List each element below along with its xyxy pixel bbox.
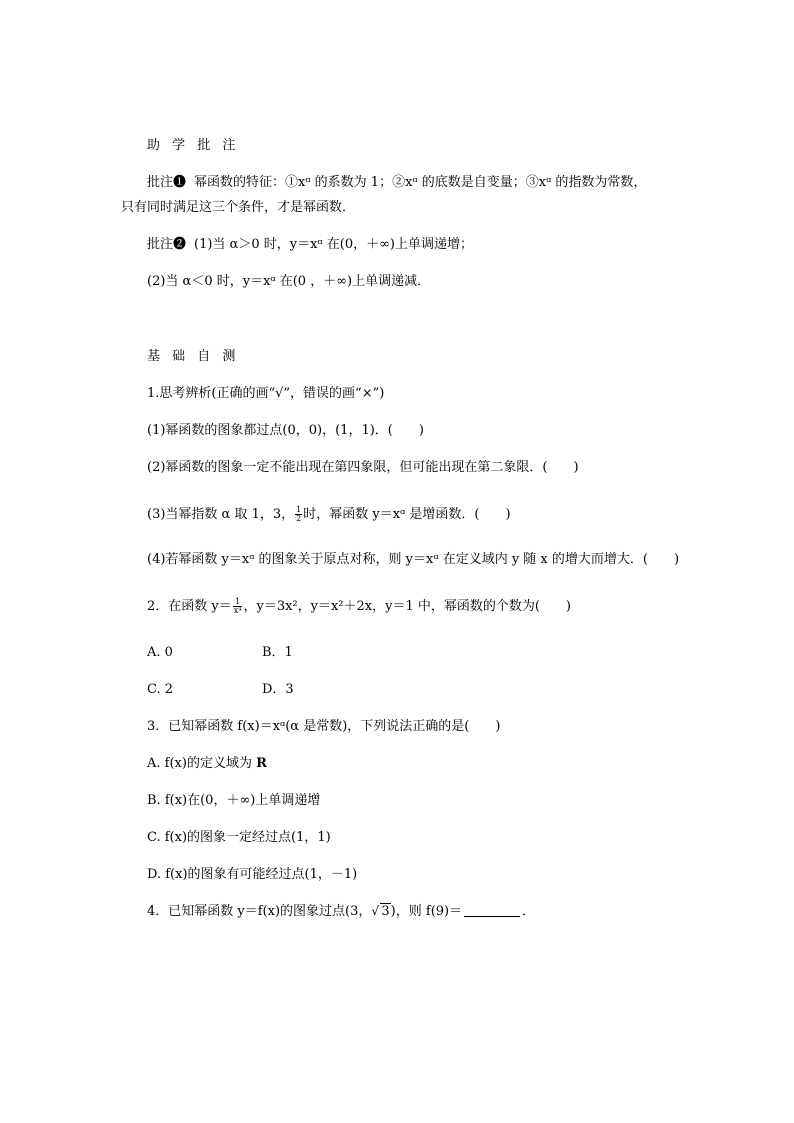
fraction-denominator: x⁴ [233, 606, 242, 615]
q4-sqrt [371, 903, 390, 921]
q3-option-b: B. f(x)在(0，＋∞)上单调递增 [147, 793, 321, 808]
fraction-numerator: 1 [296, 505, 302, 514]
note-1-line-1 [147, 174, 646, 192]
fraction-numerator: 1 [233, 598, 243, 607]
fraction-denominator: 2 [296, 514, 302, 523]
q4-stem-end: ． [522, 904, 536, 919]
q1-stem: 1.思考辨析(正确的画“√”，错误的画“×”) [147, 386, 385, 401]
q3-option-a [147, 755, 267, 773]
q4-stem [147, 903, 535, 921]
q4-stem-pre: 4．已知幂函数 y＝f(x)的图象过点(3， [147, 904, 372, 919]
note-2-text: (1)当 α＞0 时，y＝xᵅ 在(0，＋∞)上单调递增； [194, 237, 473, 252]
q2-option-c: C. 2 [147, 682, 174, 697]
q1-item-3-pre: (3)当幂指数 α 取 1，3， [147, 507, 295, 522]
q3-option-d: D. f(x)的图象有可能经过点(1，－1) [147, 867, 358, 882]
q2-stem-pre: 2．在函数 y＝ [147, 599, 232, 614]
q4-stem-mid: )，则 f(9)＝ [390, 904, 463, 919]
q1-item-1: (1)幂函数的图象都过点(0，0)，(1，1)．( ) [147, 423, 424, 438]
note-1-text: 幂函数的特征：①xᵅ 的系数为 1；②xᵅ 的底数是自变量；③xᵅ 的指数为常数， [194, 175, 647, 190]
note-2-label: 批注❷ [147, 237, 187, 252]
q2-stem-post: ，y＝3x²，y＝x²＋2x，y＝1 中，幂函数的个数为( ) [243, 599, 572, 614]
note-1-label: 批注❶ [147, 175, 187, 190]
q1-item-3 [147, 506, 511, 524]
q2-option-a: A. 0 [147, 645, 173, 660]
note-1-line-2: 只有同时满足这三个条件，才是幂函数． [121, 200, 356, 215]
q3-option-c: C. f(x)的图象一定经过点(1，1) [147, 830, 331, 845]
selftest-heading: 基 础 自 测 [147, 349, 240, 364]
q3-option-a-text: A. f(x)的定义域为 [147, 756, 257, 771]
sqrt-radicand: 3 [381, 904, 390, 919]
q1-item-3-post: 时，幂函数 y＝xᵅ 是增函数．( ) [303, 507, 511, 522]
q4-answer-blank[interactable] [464, 904, 520, 917]
q1-item-4: (4)若幂函数 y＝xᵅ 的图象关于原点对称，则 y＝xᵅ 在定义域内 y 随 x 的增大而增大．( ) [147, 552, 680, 567]
q2-fraction [233, 598, 243, 615]
q3-stem: 3．已知幂函数 f(x)＝xᵅ(α 是常数)，下列说法正确的是( ) [147, 719, 501, 734]
q3-option-a-set: R [256, 756, 267, 771]
q2-option-d: D．3 [262, 682, 294, 697]
q2-stem [147, 598, 571, 616]
q1-item-3-fraction [295, 506, 302, 523]
note-2-line-2: (2)当 α＜0 时，y＝xᵅ 在(0 ，＋∞)上单调递减． [147, 274, 431, 289]
q2-option-b: B．1 [262, 645, 293, 660]
notes-heading: 助 学 批 注 [147, 138, 240, 153]
q1-item-2: (2)幂函数的图象一定不能出现在第四象限，但可能出现在第二象限．( ) [147, 460, 579, 475]
note-2-line-1 [147, 236, 473, 254]
